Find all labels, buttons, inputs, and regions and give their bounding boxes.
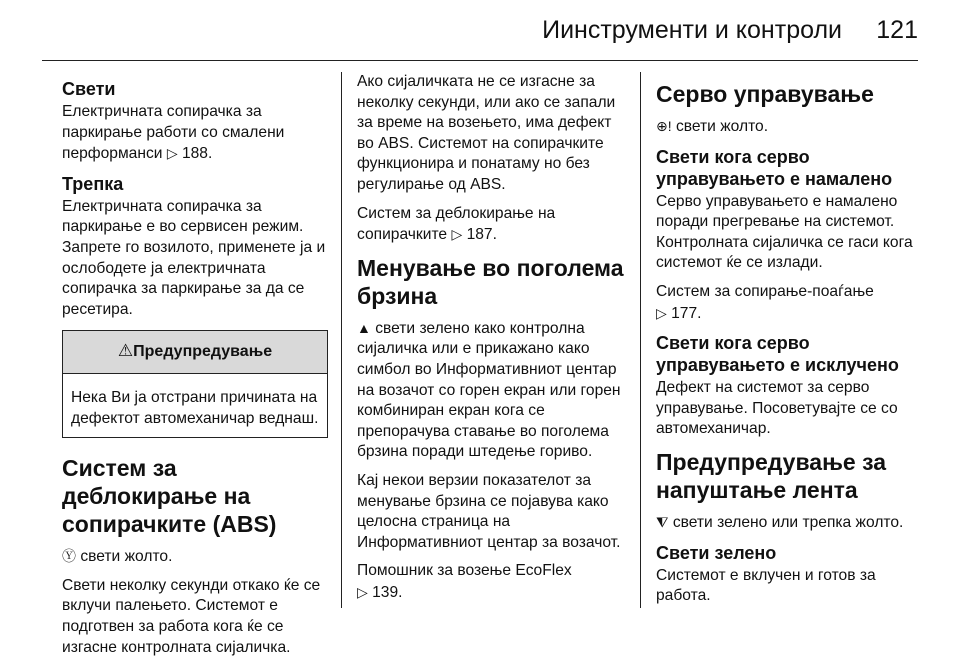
servo-icon-text: свети жолто. <box>675 118 769 135</box>
warning-text: Нека Ви ја отстрани причината на дефектот автомеханичар веднаш. <box>71 388 319 427</box>
servo-icon-line <box>656 116 926 138</box>
column-3 <box>656 72 926 615</box>
section-body: Електричната сопирачка за паркирање работи со смалени перформанси <box>62 103 285 163</box>
section-body: Ако сијаличката не се изгасне за неколку секунди, или ако се запали за време на возењето, има дефект во ABS. Системот на сопирачките функционира и понатаму но без регулирање од ABS. <box>357 73 616 193</box>
section-body: Свети неколку секунди откако ќе се вклучи палењето. Системот е подготвен за работа кога ќе се изгасне контролната сијаличка. <box>62 576 321 656</box>
lane-departure-icon: ⧨ <box>656 513 669 530</box>
section-body: Серво управувањето е намалено поради прегревање на системот. Контролната сијаличка се гаси кога системот ќе се излади. <box>656 192 913 272</box>
gear-text <box>357 318 625 463</box>
column-2 <box>357 72 625 611</box>
page-reference: 177. <box>671 304 702 322</box>
section-title-svetі: Свети <box>62 79 116 99</box>
section-title-servo: Серво управување <box>656 81 874 107</box>
section-title-reduced: Свети кога серво управувањето е намалено <box>656 146 893 189</box>
abs-icon-text: свети жолто. <box>80 548 173 566</box>
section-text <box>357 561 625 603</box>
section-text <box>656 282 926 324</box>
page-reference: 139. <box>372 583 403 601</box>
section-body: Помошник за возење EcoFlex <box>357 562 572 580</box>
section-title-abs: Систем за деблокирање на сопирачките (ABS) <box>62 455 277 538</box>
column-divider-2 <box>640 72 641 608</box>
warning-box <box>62 330 328 438</box>
page-number: 121 <box>876 16 918 44</box>
section-body: Системот е вклучен и готов за работа. <box>656 566 876 605</box>
warning-title: Предупредување <box>133 343 273 361</box>
section-title-gear: Менување во поголема брзина <box>357 254 624 309</box>
section-text <box>62 102 328 165</box>
section-body: свети зелено како контролна сијаличка или е прикажано како симбол во Информативниот центар на возачот со горен екран или горен комбиниран екран кога се препорачува ставање во поголема брзина поради штедење гориво. <box>357 319 621 461</box>
arrow-reference-icon: ▷ <box>451 226 463 243</box>
section-text <box>357 204 625 246</box>
section-body: Систем за деблокирање на сопирачките <box>357 204 556 244</box>
section-body: Електричната сопирачка за паркирање е во сервисен режим. Запрете го возилото, применете ја и ослободете ја електричната сопирачка за паркирање за да се ресетира. <box>62 197 326 318</box>
section-body: Дефект на системот за серво управување. Посоветувајте се со автомеханичар. <box>656 379 898 438</box>
arrow-reference-icon: ▷ <box>166 145 178 162</box>
warning-header <box>63 331 327 374</box>
page-header <box>0 0 960 62</box>
section-body: Кај некои верзии показателот за менување брзина се појавува како целосна страница на Информативниот центар за возачот. <box>357 471 621 551</box>
lane-icon-line <box>656 512 926 534</box>
upshift-icon: ▲ <box>357 319 371 336</box>
arrow-reference-icon: ▷ <box>656 304 667 321</box>
section-title-lane: Предупредување за напуштање лента <box>656 448 887 503</box>
header-rule <box>42 60 918 61</box>
page-title: Иинструменти и контроли <box>542 16 842 44</box>
lane-icon-text: свети зелено или трепка жолто. <box>672 513 904 531</box>
page-reference: 188. <box>181 145 213 163</box>
abs-icon: Ⓨ <box>62 548 76 565</box>
section-title-green: Свети зелено <box>656 542 777 563</box>
page-reference: 187. <box>466 226 497 244</box>
warning-triangle-icon: ⚠ <box>117 341 134 361</box>
section-body: Систем за сопирање-поаѓање <box>656 282 874 300</box>
section-title-trepka: Трепка <box>62 173 124 194</box>
abs-icon-line <box>62 546 328 568</box>
arrow-reference-icon: ▷ <box>357 583 368 600</box>
steering-wheel-icon: ⊕! <box>656 118 672 134</box>
column-1 <box>62 72 328 666</box>
section-title-off: Свети кога серво управувањето е исклучено <box>656 333 899 376</box>
column-divider-1 <box>341 72 342 608</box>
